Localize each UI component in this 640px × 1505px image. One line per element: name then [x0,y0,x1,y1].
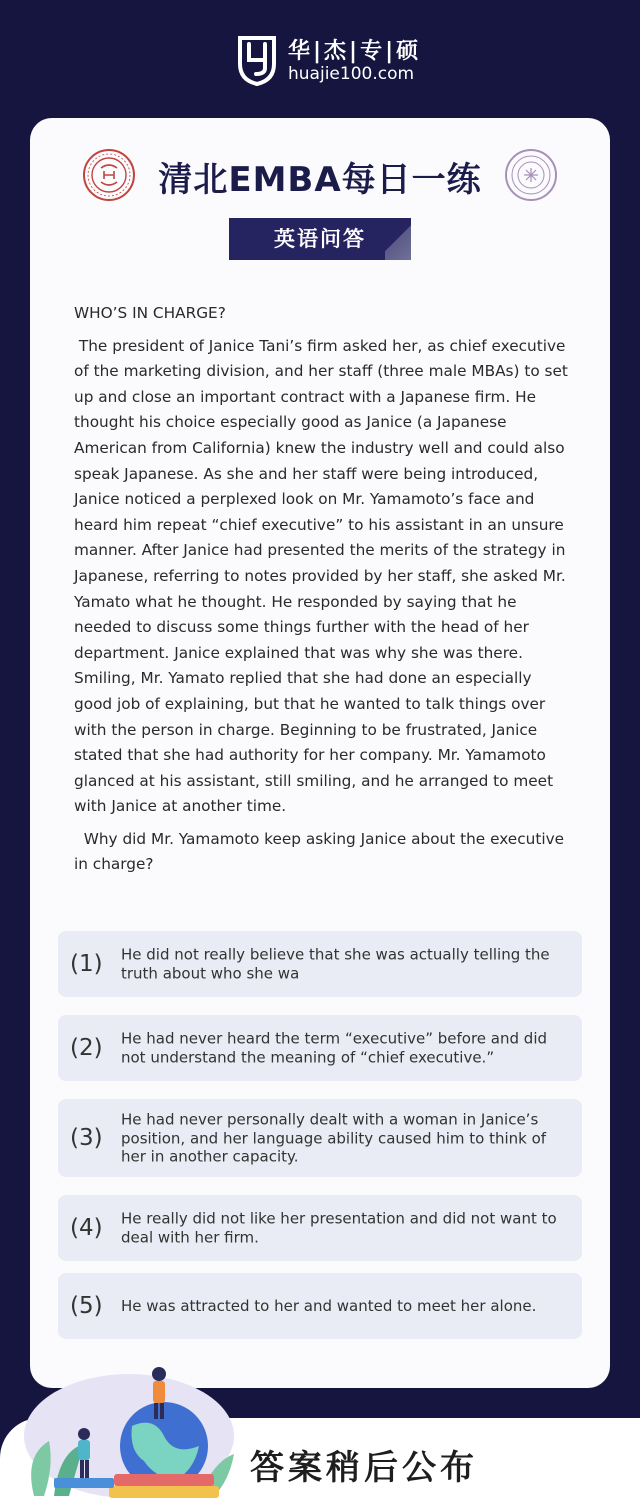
option-number: (2) [70,1035,103,1061]
section-badge: 英语问答 [229,218,411,260]
page-title: 清北EMBA每日一练 [158,160,482,200]
option-text: He had never heard the term “executive” before and did not understand the meaning of “chief executive.” [121,1029,548,1066]
tsinghua-university-seal-icon [504,148,558,202]
option-text: He was attracted to her and wanted to meet her alone. [121,1296,537,1315]
passage-body: The president of Janice Tani’s firm asked her, as chief executive of the marketing division, and her staff (three male MBAs) to set up and close an important contract with a Japanese firm. He thought his choice especially good as Janice (a Japanese American from California) knew the industry well and could also speak Japanese. As she and her staff were being introduced, Janice noticed a perplexed look on Mr. Yamamoto’s face and heard him repeat “chief executive” to his assistant in an unsure manner. After Janice had presented the merits of the strategy in Japanese, referring to notes provided by her staff, she asked Mr. Yamato what he thought. He responded by saying that he needed to discuss some things further with the head of her department. Janice explained that was why she was there. Smiling, Mr. Yamato replied that she had done an especially good job of explaining, but that he wanted to talk things over with the person in charge. Beginning to be frustrated, Janice stated that she had authority for her company. Mr. Yamamoto glanced at his assistant, still smiling, and he arranged to meet with Janice at another time. [74,336,573,816]
answer-option-3[interactable] [58,1099,582,1177]
answer-option-1[interactable] [58,931,582,997]
answer-option-4[interactable] [58,1195,582,1261]
huajie-logo-icon [236,34,278,86]
brand-name: 华|杰|专|硕 [288,39,422,64]
content-card [30,118,610,1388]
study-illustration-icon [14,1346,244,1505]
option-number: (3) [70,1125,103,1151]
option-number: (5) [70,1293,103,1319]
answer-option-5[interactable] [58,1273,582,1339]
option-number: (4) [70,1215,103,1241]
question-text: Why did Mr. Yamamoto keep asking Janice about the executive in charge? [74,829,569,874]
header [0,0,640,118]
option-text: He really did not like her presentation and did not want to deal with her firm. [121,1209,557,1246]
option-number: (1) [70,951,103,977]
option-text: He did not really believe that she was actually telling the truth about who she wa [121,945,550,982]
passage-heading: WHO’S IN CHARGE? [74,304,226,322]
brand-url: huajie100.com [288,64,415,84]
answer-option-2[interactable] [58,1015,582,1081]
option-text: He had never personally dealt with a woman in Janice’s position, and her language ability caused him to think of her in another capacity. [121,1110,547,1166]
reading-passage [74,301,573,878]
answer-notice: 答案稍后公布 [250,1448,478,1488]
